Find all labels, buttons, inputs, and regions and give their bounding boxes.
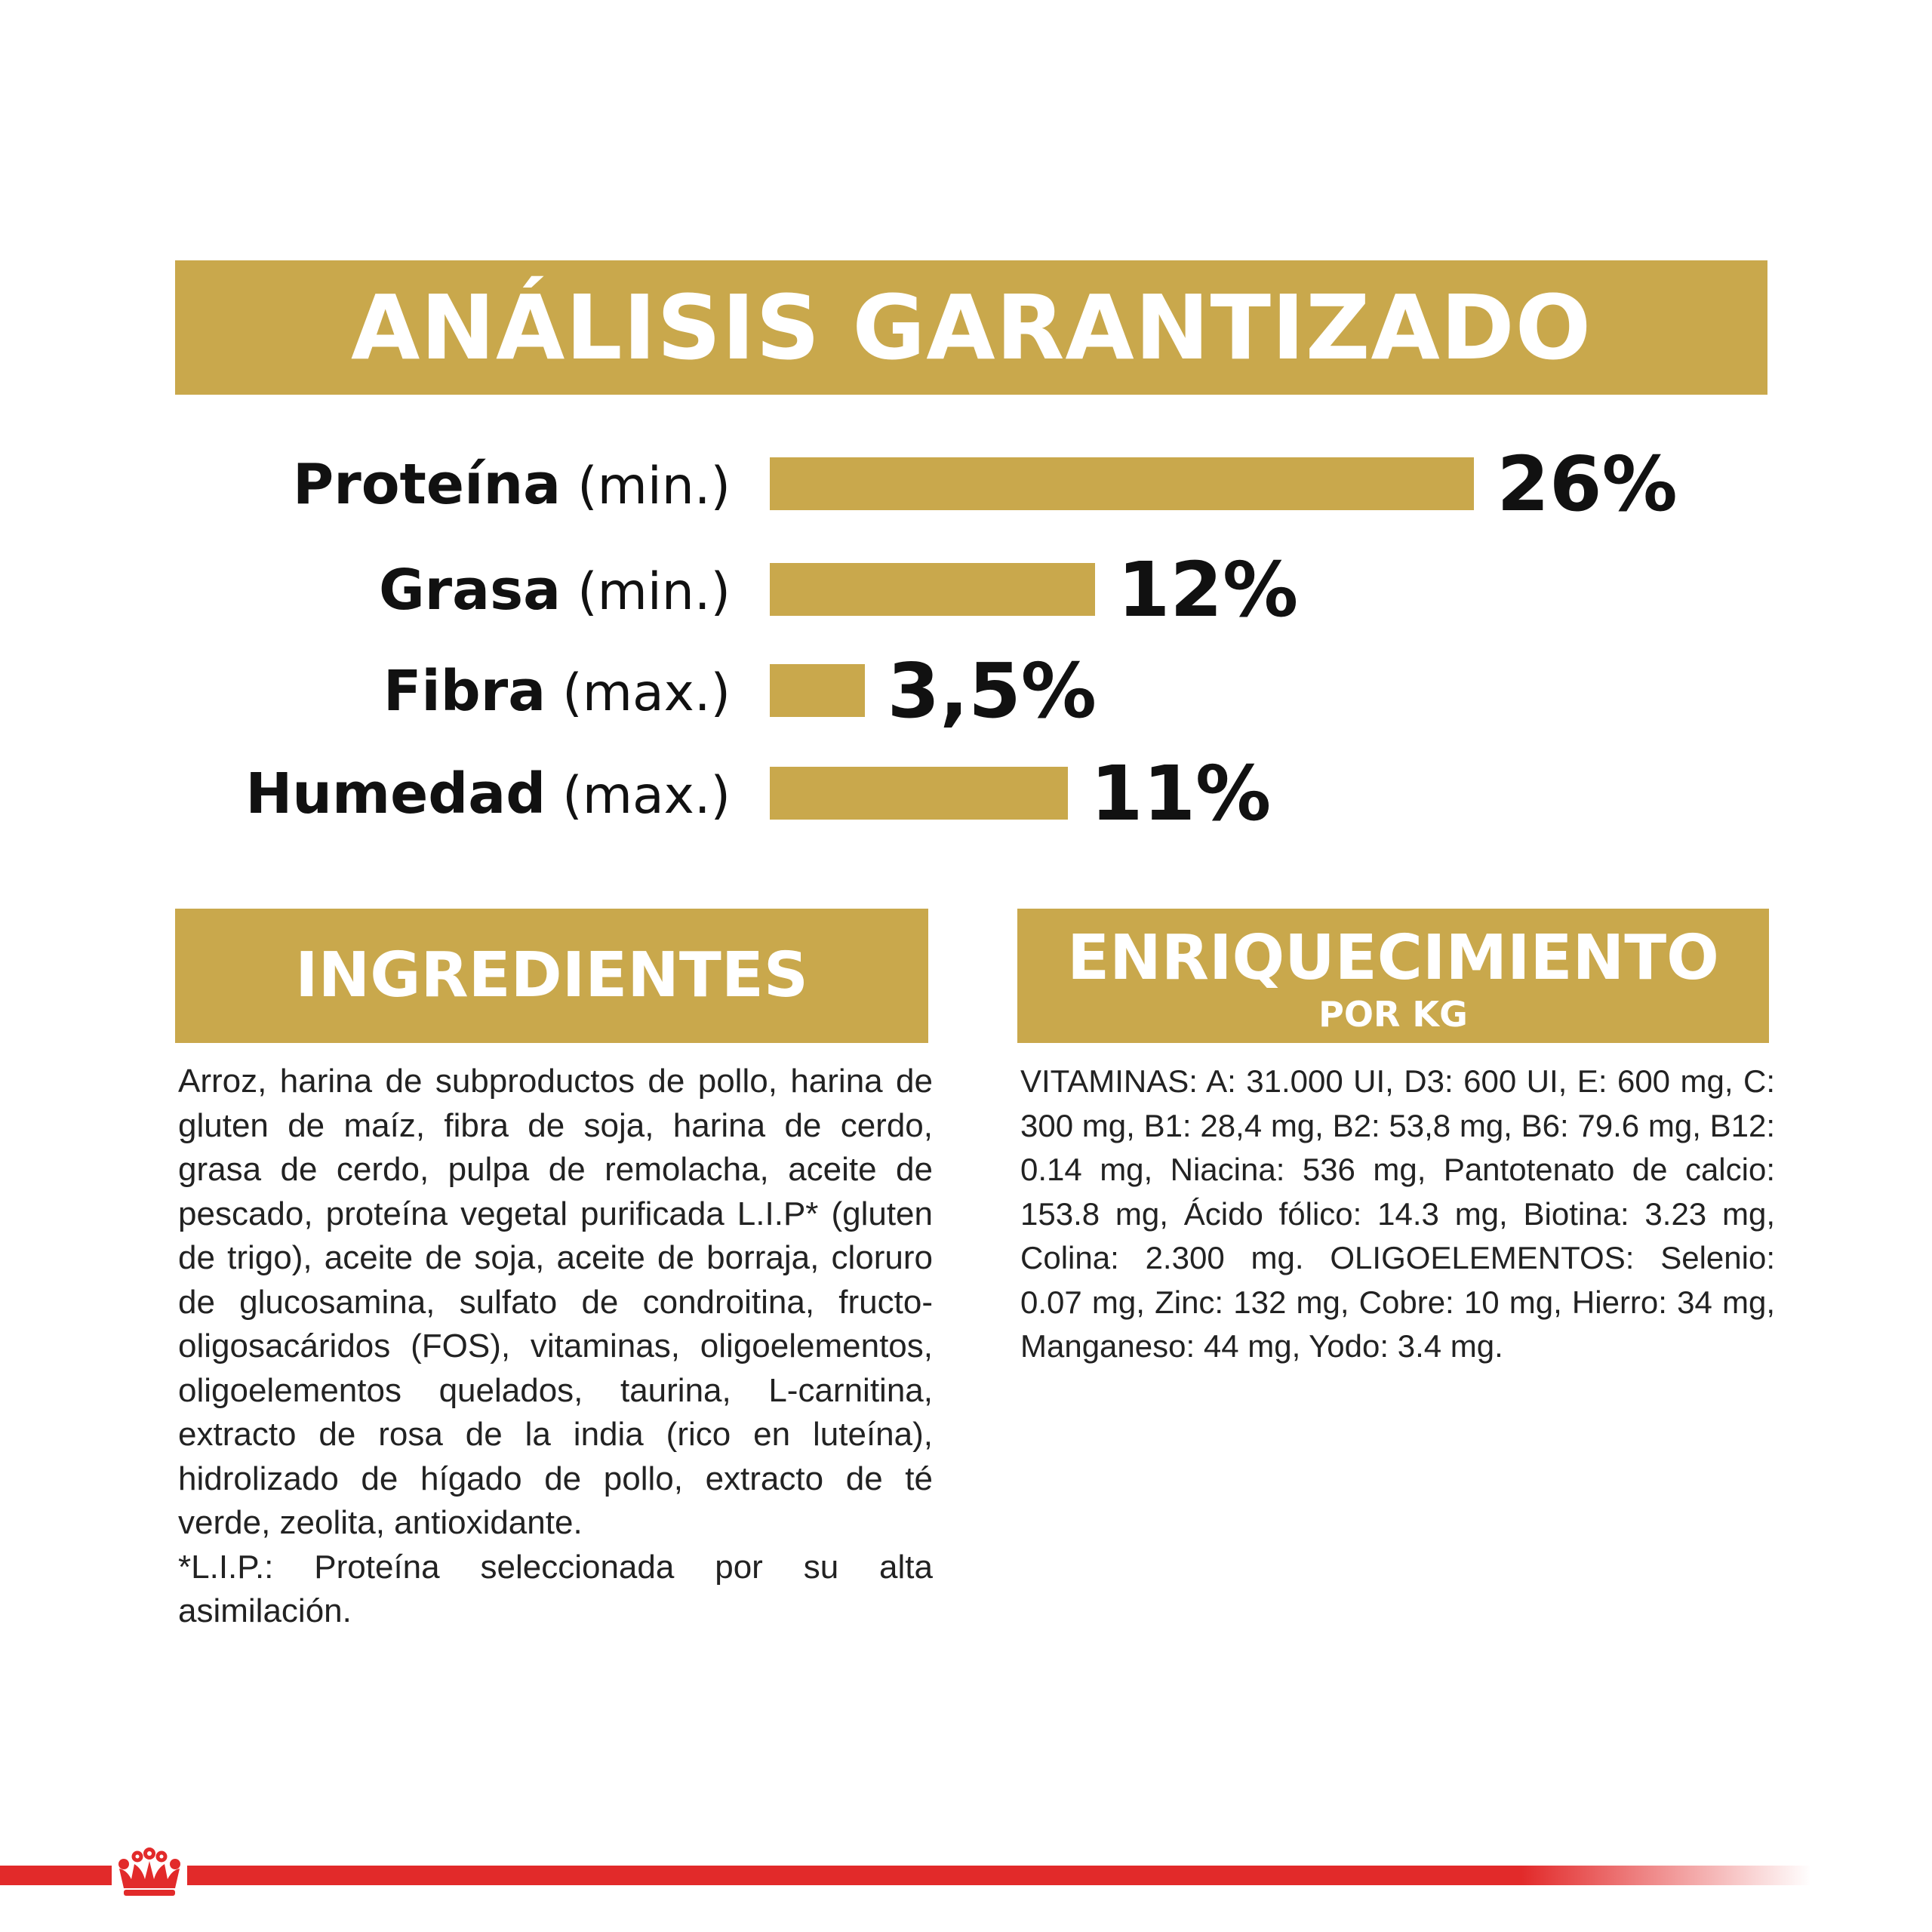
nutrient-bar [770, 563, 1095, 616]
nutrient-name: Fibra [383, 659, 546, 724]
analysis-row-label [379, 552, 731, 628]
nutrient-value: 26% [1497, 440, 1678, 528]
ingredients-footnote: *L.I.P.: Proteína seleccionada por su alta asimilación. [178, 1548, 933, 1629]
nutrient-value: 11% [1090, 749, 1272, 838]
nutrient-qualifier: (max.) [562, 766, 731, 826]
analysis-row-fiber [0, 647, 1932, 735]
analysis-row-label [383, 654, 731, 729]
analysis-row-label [293, 447, 731, 522]
nutrient-qualifier: (max.) [562, 663, 731, 723]
analysis-row-moisture [0, 749, 1932, 838]
analysis-row-label [245, 756, 731, 832]
nutrient-bar [770, 664, 865, 717]
nutrient-value: 3,5% [887, 647, 1097, 735]
analysis-row-protein [0, 440, 1932, 528]
nutrient-value: 12% [1117, 546, 1299, 634]
enrichment-title: ENRIQUECIMIENTO [1067, 922, 1719, 994]
enrichment-subtitle: POR KG [1318, 994, 1468, 1035]
crown-icon [112, 1844, 187, 1899]
nutrient-bar [770, 767, 1068, 820]
ingredients-text [178, 1060, 933, 1634]
analysis-title-banner [175, 260, 1767, 395]
nutrient-name: Proteína [292, 452, 561, 517]
ingredients-list: Arroz, harina de subproductos de pollo, harina de gluten de maíz, fibra de soja, harina de cerdo, grasa de cerdo, pulpa de remolacha, aceite de pescado, proteína vegetal purificada L.I.P* (gluten de trigo), aceite de soja, aceite de borraja, cloruro de glucosamina, sulfato de condroitina, fructo-oligosacáridos (FOS), vitaminas, oligoelementos, oligoelementos quelados, taurina, L-carnitina, extracto de rosa de la india (rico en luteína), hidrolizado de hígado de pollo, extracto de té verde, zeolita, antioxidante. [178, 1063, 933, 1541]
footer-red-line [0, 1866, 1811, 1885]
nutrient-qualifier: (min.) [577, 457, 731, 516]
analysis-title: ANÁLISIS GARANTIZADO [350, 275, 1592, 380]
nutrient-bar [770, 457, 1474, 510]
ingredients-title-banner [175, 909, 928, 1043]
nutrient-qualifier: (min.) [577, 562, 731, 622]
nutrient-name: Humedad [245, 761, 546, 826]
analysis-row-fat [0, 546, 1932, 634]
nutrient-name: Grasa [378, 558, 561, 623]
enrichment-title-banner [1017, 909, 1769, 1043]
ingredients-title: INGREDIENTES [295, 940, 808, 1011]
enrichment-text: VITAMINAS: A: 31.000 UI, D3: 600 UI, E: 600 mg, C: 300 mg, B1: 28,4 mg, B2: 53,8 mg, B6: 79.6 mg, B12: 0.14 mg, Niacina: 536 mg, Pantotenato de calcio: 153.8 mg, Ácido fólico: 14.3 mg, Biotina: 3.23 mg, Colina: 2.300 mg. OLIGOELEMENTOS: Selenio: 0.07 mg, Zinc: 132 mg, Cobre: 10 mg, Hierro: 34 mg, Manganeso: 44 mg, Yodo: 3.4 mg. [1020, 1063, 1775, 1364]
